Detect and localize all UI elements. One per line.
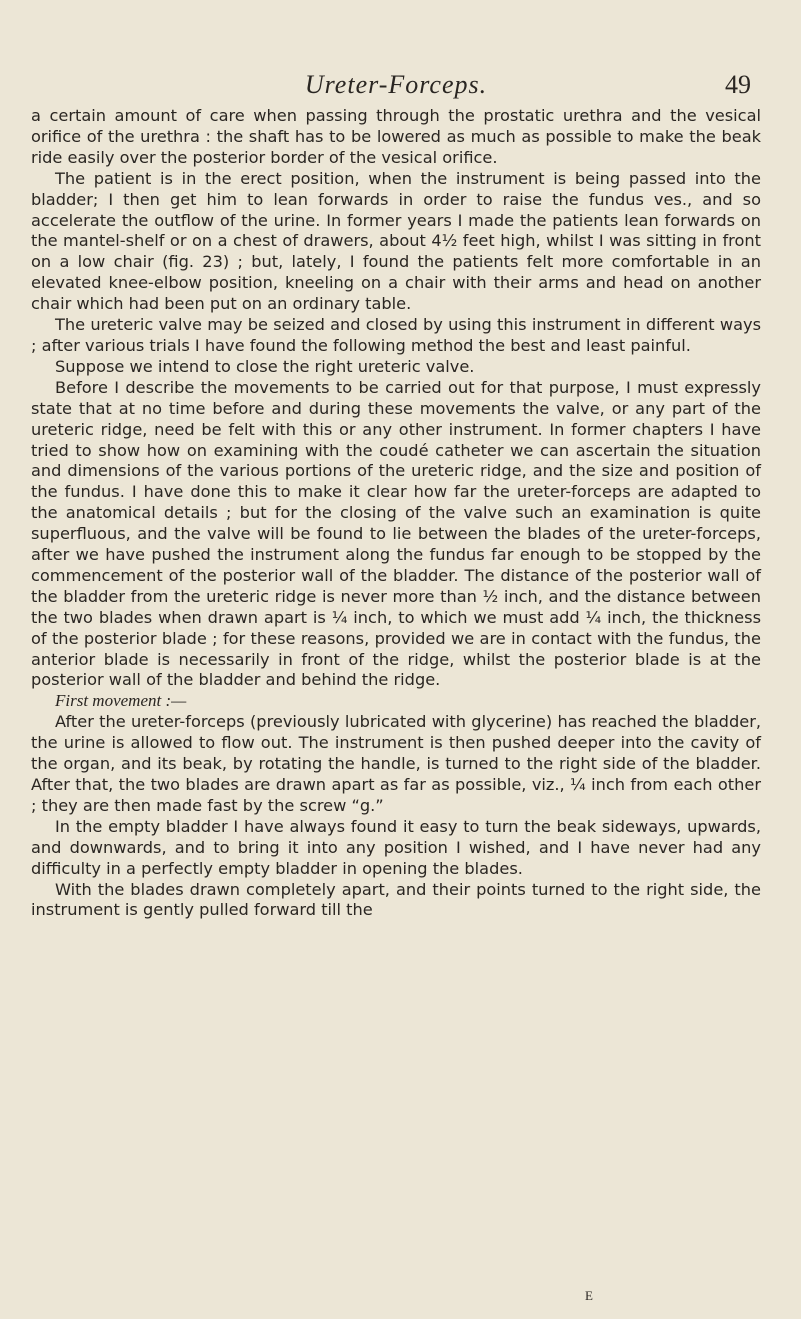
running-title: Ureter-Forceps. <box>304 70 488 99</box>
paragraph: In the empty bladder I have always found it easy to turn the beak sideways, upwards, and downwards, and to bring it into any position I wished, and I have never had any difficulty in a perfectly empty bladder in opening the blades. <box>31 816 761 878</box>
page-header <box>31 0 761 106</box>
paragraph: The ureteric valve may be seized and closed by using this instrument in different ways ; after various trials I have found the following method the best and least painful. <box>31 315 761 355</box>
body-text <box>31 106 761 921</box>
paragraph: Before I describe the movements to be carried out for that purpose, I must expressly state that at no time before and during these movements the valve, or any part of the ureteric ridge, need be felt with this or any other instrument. In former chapters I have tried to show how on examining with the coudé catheter we can ascertain the situation and dimensions of the various portions of the ureteric ridge, and the size and position of the fundus. I have done this to make it clear how far the ureter-forceps are adapted to the anatomical details ; but for the closing of the valve such an examination is quite superfluous, and the valve will be found to lie between the blades of the ureter-forceps, after we have pushed the instrument along the fundus far enough to be stopped by the commencement of the posterior wall of the bladder. The distance of the posterior wall of the bladder from the ureteric ridge is never more than ½ inch, and the distance between the two blades when drawn apart is ¼ inch, to which we must add ¼ inch, the thickness of the posterior blade ; for these reasons, provided we are in contact with the fundus, the anterior blade is necessarily in front of the ridge, whilst the posterior blade is at the posterior wall of the bladder and behind the ridge. <box>31 377 761 690</box>
paragraph: The patient is in the erect position, when the instrument is being passed into the bladder; I then get him to lean forwards in order to raise the fundus ves., and so accelerate the outflow of the urine. In former years I made the patients lean forwards on the mantel-shelf or on a chest of drawers, about 4½ feet high, whilst I was sitting in front on a low chair (fig. 23) ; but, lately, I found the patients felt more comfortable in an elevated knee-elbow position, kneeling on a chair with their arms and head on another chair which had been put on an ordinary table. <box>31 168 761 314</box>
page-number: 49 <box>725 70 751 99</box>
paragraph: After the ureter-forceps (previously lubricated with glycerine) has reached the bladder, the urine is allowed to flow out. The instrument is then pushed deeper into the cavity of the organ, and its beak, by rotating the handle, is turned to the right side of the bladder. After that, the two blades are drawn apart as far as possible, viz., ¼ inch from each other ; they are then made fast by the screw “g.” <box>31 712 761 815</box>
signature-mark: E <box>585 1288 593 1303</box>
paragraph: a certain amount of care when passing through the prostatic urethra and the vesical orifice of the urethra : the shaft has to be lowered as much as possible to make the beak ride easily over the posterior border of the vesical orifice. <box>31 106 761 167</box>
paragraph: Suppose we intend to close the right ureteric valve. <box>55 356 475 376</box>
section-heading-first-movement: First movement :— <box>55 691 187 711</box>
paragraph: With the blades drawn completely apart, and their points turned to the right side, the instrument is gently pulled forward till the <box>31 879 761 920</box>
